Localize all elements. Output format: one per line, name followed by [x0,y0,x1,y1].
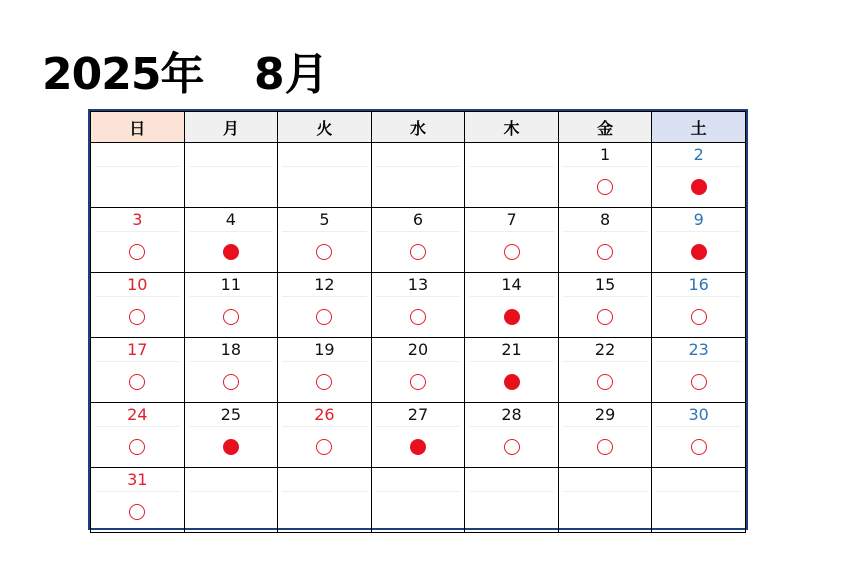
empty-day-cell [278,143,372,208]
day-cell[interactable] [278,273,372,338]
filled-circle-icon [410,439,426,455]
filled-circle-icon [223,244,239,260]
day-number: 12 [314,275,335,294]
weekday-header-fri: 金 [558,112,652,143]
cell-divider [282,426,367,427]
weekday-header-row [91,112,746,143]
day-number: 28 [501,405,522,424]
day-number: 1 [600,145,611,164]
day-cell[interactable] [91,273,185,338]
cell-divider [282,296,367,297]
open-circle-icon [316,244,332,260]
open-circle-icon [410,309,426,325]
open-circle-icon [129,374,145,390]
open-circle-icon [129,439,145,455]
cell-divider [563,491,648,492]
day-number: 7 [506,210,517,229]
open-circle-icon [223,309,239,325]
open-circle-icon [691,439,707,455]
day-cell[interactable] [558,338,652,403]
open-circle-icon [410,244,426,260]
day-number: 31 [127,470,148,489]
day-number [372,143,465,165]
cell-divider [469,426,554,427]
open-circle-icon [129,244,145,260]
day-cell[interactable] [184,403,278,468]
cell-divider [189,361,274,362]
cell-divider [189,491,274,492]
day-number: 24 [127,405,148,424]
day-number: 19 [314,340,335,359]
week-row [91,468,746,533]
open-circle-icon [691,309,707,325]
day-number: 20 [407,340,429,359]
cell-divider [656,296,741,297]
day-cell[interactable] [465,338,559,403]
open-circle-icon [504,244,520,260]
day-cell[interactable] [652,143,746,208]
open-circle-icon [410,374,426,390]
cell-divider [189,166,274,167]
day-cell[interactable] [652,403,746,468]
week-row [91,143,746,208]
cell-divider [469,361,554,362]
cell-divider [376,491,461,492]
day-cell[interactable] [184,338,278,403]
cell-divider [469,296,554,297]
cell-divider [282,361,367,362]
cell-divider [189,296,274,297]
open-circle-icon [223,374,239,390]
cell-divider [376,231,461,232]
cell-divider [563,361,648,362]
day-number: 18 [220,340,242,359]
filled-circle-icon [691,244,707,260]
day-number: 21 [501,340,522,359]
day-cell[interactable] [91,338,185,403]
cell-divider [282,231,367,232]
filled-circle-icon [504,309,520,325]
day-cell[interactable] [371,208,465,273]
day-number: 4 [225,210,236,229]
cell-divider [95,166,180,167]
day-number: 30 [688,405,709,424]
open-circle-icon [597,439,613,455]
cell-divider [95,426,180,427]
day-number: 25 [220,405,242,424]
day-number: 22 [594,340,616,359]
day-number: 27 [407,405,429,424]
day-number: 14 [501,275,522,294]
cell-divider [376,361,461,362]
empty-day-cell [278,468,372,533]
week-row [91,208,746,273]
empty-day-cell [91,143,185,208]
day-cell[interactable] [558,208,652,273]
cell-divider [656,361,741,362]
cell-divider [189,231,274,232]
day-number [91,143,184,165]
empty-day-cell [465,468,559,533]
cell-divider [563,426,648,427]
open-circle-icon [597,309,613,325]
cell-divider [189,426,274,427]
cell-divider [282,166,367,167]
month-label: 8月 [254,49,329,100]
cell-divider [563,166,648,167]
filled-circle-icon [504,374,520,390]
empty-day-cell [184,143,278,208]
cell-divider [656,166,741,167]
day-cell[interactable] [278,338,372,403]
cell-divider [563,296,648,297]
open-circle-icon [504,439,520,455]
empty-day-cell [184,468,278,533]
cell-divider [376,426,461,427]
cell-divider [95,491,180,492]
open-circle-icon [316,374,332,390]
calendar-table [90,111,746,533]
day-cell[interactable] [652,338,746,403]
open-circle-icon [316,439,332,455]
day-cell[interactable] [652,208,746,273]
empty-day-cell [465,143,559,208]
day-number [465,143,558,165]
cell-divider [95,231,180,232]
day-number [185,468,278,490]
year-label: 2025年 [42,49,204,100]
day-number: 29 [594,405,616,424]
weekday-header-thu: 木 [465,112,559,143]
cell-divider [376,296,461,297]
day-cell[interactable] [652,273,746,338]
open-circle-icon [316,309,332,325]
day-number: 26 [314,405,335,424]
cell-divider [95,361,180,362]
day-cell[interactable] [465,403,559,468]
cell-divider [469,166,554,167]
day-number: 13 [407,275,429,294]
calendar-grid [88,109,748,530]
empty-day-cell [652,468,746,533]
day-cell[interactable] [371,403,465,468]
day-number: 15 [594,275,616,294]
open-circle-icon [597,179,613,195]
day-cell[interactable] [558,403,652,468]
day-cell[interactable] [91,468,185,533]
day-number [372,468,465,490]
day-cell[interactable] [465,273,559,338]
day-number [652,468,745,490]
day-number: 8 [600,210,611,229]
day-number [278,468,371,490]
filled-circle-icon [223,439,239,455]
day-number [185,143,278,165]
day-number: 9 [693,210,704,229]
empty-day-cell [371,468,465,533]
day-number: 10 [127,275,148,294]
empty-day-cell [558,468,652,533]
cell-divider [282,491,367,492]
cell-divider [656,491,741,492]
cell-divider [563,231,648,232]
filled-circle-icon [691,179,707,195]
day-cell[interactable] [465,208,559,273]
cell-divider [656,231,741,232]
day-number: 11 [220,275,242,294]
day-cell[interactable] [558,143,652,208]
day-number [278,143,371,165]
weekday-header-wed: 水 [371,112,465,143]
cell-divider [469,231,554,232]
day-number: 5 [319,210,330,229]
day-cell[interactable] [184,208,278,273]
day-cell[interactable] [91,208,185,273]
day-number: 2 [693,145,704,164]
day-cell[interactable] [278,208,372,273]
open-circle-icon [129,309,145,325]
day-cell[interactable] [278,403,372,468]
weekday-header-mon: 月 [184,112,278,143]
calendar-body [91,143,746,533]
week-row [91,403,746,468]
day-number: 16 [688,275,709,294]
cell-divider [469,491,554,492]
day-number: 6 [412,210,424,229]
cell-divider [376,166,461,167]
open-circle-icon [597,244,613,260]
weekday-header-sun: 日 [91,112,185,143]
open-circle-icon [129,504,145,520]
cell-divider [656,426,741,427]
day-cell[interactable] [371,338,465,403]
day-cell[interactable] [371,273,465,338]
day-cell[interactable] [91,403,185,468]
open-circle-icon [597,374,613,390]
weekday-header-sat: 土 [652,112,746,143]
weekday-header-tue: 火 [278,112,372,143]
day-number [465,468,558,490]
day-cell[interactable] [184,273,278,338]
day-number: 17 [127,340,148,359]
week-row [91,273,746,338]
cell-divider [95,296,180,297]
day-number [559,468,652,490]
open-circle-icon [691,374,707,390]
day-number: 23 [688,340,709,359]
day-number: 3 [132,210,143,229]
week-row [91,338,746,403]
empty-day-cell [371,143,465,208]
day-cell[interactable] [558,273,652,338]
